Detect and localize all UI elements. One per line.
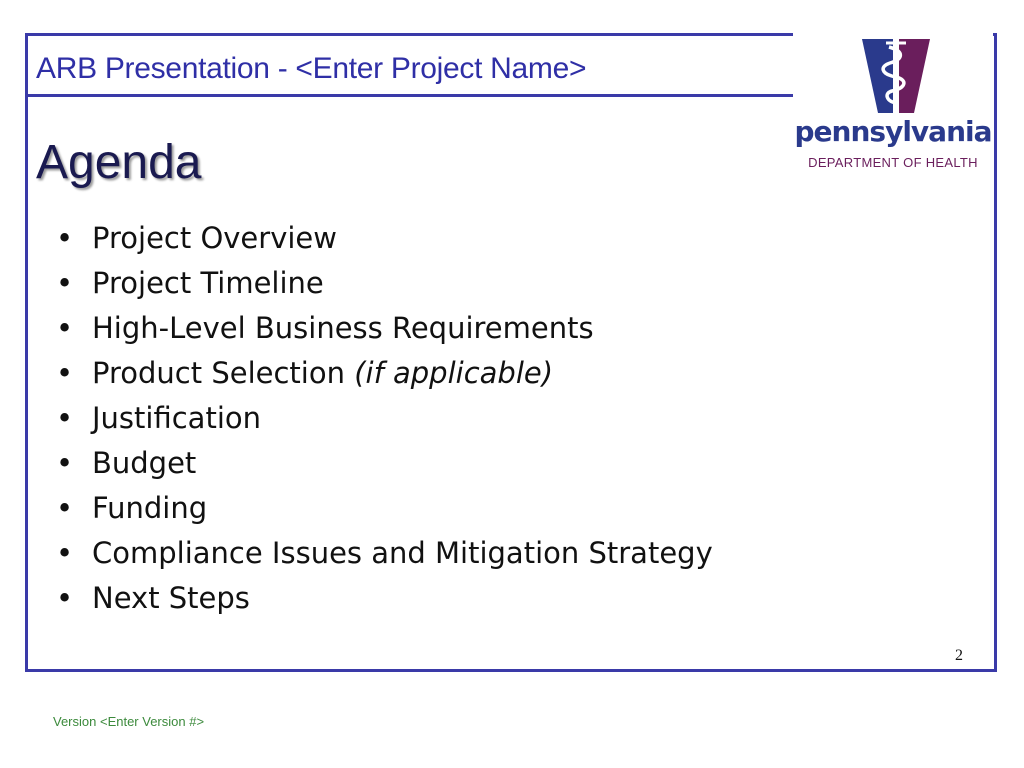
agenda-heading: Agenda (36, 136, 202, 189)
bullet-icon: • (56, 581, 74, 615)
agenda-item-text: High-Level Business Requirements (92, 311, 594, 345)
agenda-item-text: Budget (92, 446, 197, 480)
bullet-icon: • (56, 356, 74, 390)
header-divider (28, 94, 798, 97)
agenda-list (56, 216, 713, 621)
agenda-item-text: Justification (92, 401, 262, 435)
agenda-item (56, 396, 713, 441)
agenda-item-text: Funding (92, 491, 208, 525)
agenda-item (56, 576, 713, 621)
footer-version: Version <Enter Version #> (53, 714, 205, 729)
bullet-icon: • (56, 401, 74, 435)
logo-subtitle: DEPARTMENT OF HEALTH (808, 155, 978, 170)
agenda-item-text: Next Steps (92, 581, 250, 615)
agenda-item (56, 351, 713, 396)
logo-wordmark: pennsylvania (794, 115, 992, 148)
bullet-icon: • (56, 536, 74, 570)
agenda-item (56, 486, 713, 531)
agenda-item-text: Project Timeline (92, 266, 324, 300)
bullet-icon: • (56, 221, 74, 255)
agenda-item-text: Compliance Issues and Mitigation Strategy (92, 536, 713, 570)
slide-header-title: ARB Presentation - <Enter Project Name> (36, 52, 587, 85)
slide-page-number: 2 (955, 647, 963, 664)
bullet-icon: • (56, 311, 74, 345)
bullet-icon: • (56, 266, 74, 300)
keystone-caduceus-icon (860, 37, 930, 115)
bullet-icon: • (56, 491, 74, 525)
agenda-item (56, 441, 713, 486)
agenda-item (56, 306, 713, 351)
agenda-item-note: (if applicable) (354, 356, 554, 390)
agenda-item (56, 216, 713, 261)
agenda-item (56, 531, 713, 576)
department-logo (793, 33, 993, 191)
bullet-icon: • (56, 446, 74, 480)
agenda-item-text: Product Selection (92, 356, 355, 390)
agenda-item (56, 261, 713, 306)
agenda-item-text: Project Overview (92, 221, 337, 255)
